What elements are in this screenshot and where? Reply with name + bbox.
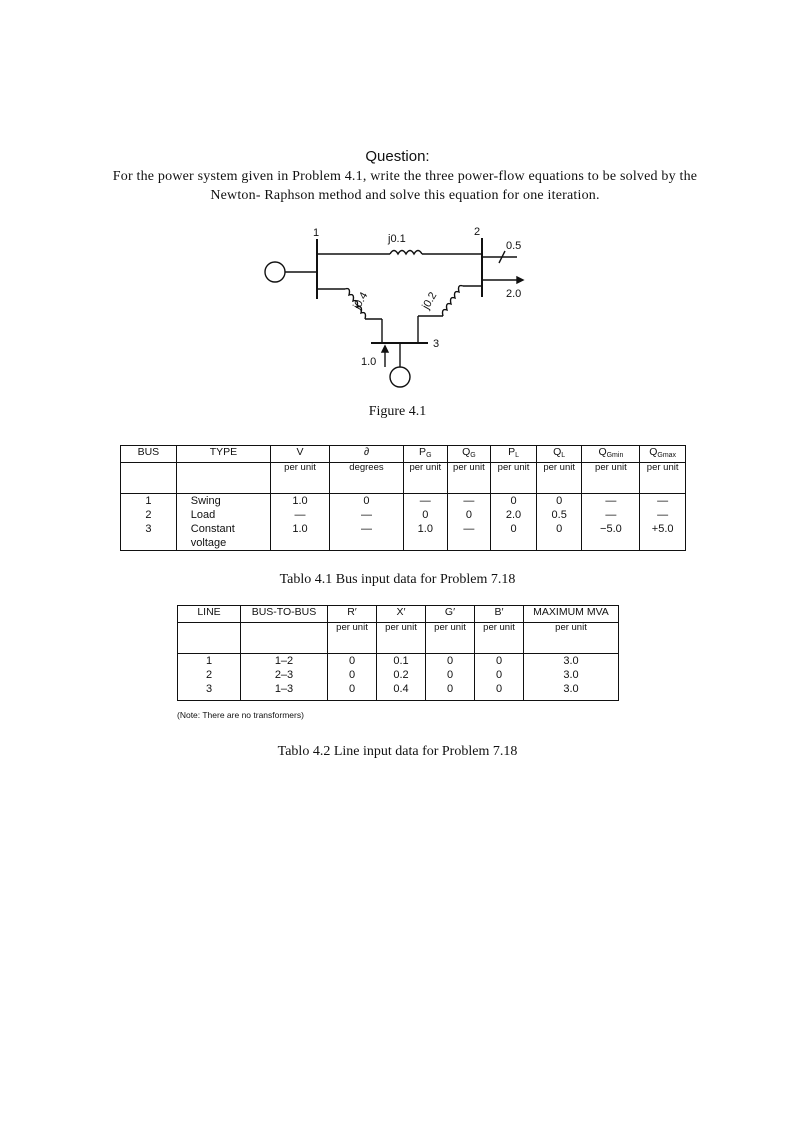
table-cell <box>241 623 328 654</box>
table-cell: — <box>640 508 686 522</box>
table-cell: 0.4 <box>377 682 426 701</box>
line-input-table <box>177 605 619 701</box>
bus-header-pl: $P_L$ <box>491 446 537 463</box>
bus-header-qg: $Q_G$ <box>447 446 491 463</box>
bus-header-type: TYPE <box>176 446 270 463</box>
table-row <box>121 522 686 551</box>
table-cell: — <box>447 522 491 551</box>
table-cell: 1 <box>121 494 177 509</box>
table-cell: per unit <box>524 623 619 654</box>
table-cell: X′ <box>377 606 426 623</box>
table-cell: 0 <box>447 508 491 522</box>
line-1-3-label: j0.4 <box>351 290 371 312</box>
line-1-2-label: j0.1 <box>388 233 406 245</box>
table-cell: 0 <box>536 494 582 509</box>
table-cell: 3.0 <box>524 682 619 701</box>
power-system-diagram <box>255 222 545 402</box>
table-cell: — <box>403 494 447 509</box>
table-cell: +5.0 <box>640 522 686 551</box>
table-cell: 2 <box>178 668 241 682</box>
table-cell: 2 <box>121 508 177 522</box>
table-cell: 1 <box>178 654 241 669</box>
bus-input-table <box>120 445 686 551</box>
table-cell: per unit <box>640 463 686 494</box>
bus-2-label: 2 <box>474 226 481 238</box>
generator-1-icon <box>265 262 285 282</box>
table-cell: 0 <box>426 682 475 701</box>
table-cell: — <box>640 494 686 509</box>
figure-caption: Figure 4.1 <box>368 404 427 419</box>
table-cell: 0 <box>329 494 403 509</box>
table-cell: 0 <box>475 654 524 669</box>
table-cell: per unit <box>271 463 330 494</box>
bus-table-caption: Tablo 4.1 Bus input data for Problem 7.18 <box>279 572 516 587</box>
table-cell: — <box>329 522 403 551</box>
table-cell: per unit <box>377 623 426 654</box>
bus-3-label: 3 <box>433 338 440 350</box>
inductor-2-3-icon <box>443 286 464 316</box>
table-cell: 3 <box>121 522 177 551</box>
table-cell: 1.0 <box>403 522 447 551</box>
table-cell: MAXIMUM MVA <box>524 606 619 623</box>
table-cell: — <box>329 508 403 522</box>
table-cell: 0 <box>426 668 475 682</box>
table-cell: 1–3 <box>241 682 328 701</box>
table-cell: 0 <box>491 522 537 551</box>
table-cell: LINE <box>178 606 241 623</box>
table-row <box>178 654 619 669</box>
table-cell: per unit <box>582 463 640 494</box>
bus-header-delta: ∂ <box>329 446 403 463</box>
table-cell: — <box>447 494 491 509</box>
gen3-output-label: 1.0 <box>361 356 377 368</box>
table-cell: 0 <box>426 654 475 669</box>
table-cell <box>176 463 270 494</box>
bus-1-label: 1 <box>313 227 320 239</box>
table-cell: per unit <box>403 463 447 494</box>
table-cell: 0 <box>403 508 447 522</box>
inductor-1-2-icon <box>390 251 422 255</box>
table-cell: 0 <box>491 494 537 509</box>
table-cell: 0 <box>475 682 524 701</box>
table-cell: 3 <box>178 682 241 701</box>
table-cell: per unit <box>328 623 377 654</box>
table-cell: per unit <box>491 463 537 494</box>
bus-header-qgmin: $Q_{Gmin}$ <box>582 446 640 463</box>
table-cell: Constant voltage <box>176 522 270 551</box>
table-cell: per unit <box>426 623 475 654</box>
table-cell: BUS-TO-BUS <box>241 606 328 623</box>
table-cell: 1.0 <box>271 494 330 509</box>
table-cell: 0 <box>536 522 582 551</box>
table-cell: Swing <box>176 494 270 509</box>
load-2-0-label: 2.0 <box>506 288 522 300</box>
table-cell: — <box>582 494 640 509</box>
table-cell: R′ <box>328 606 377 623</box>
table-cell: 1–2 <box>241 654 328 669</box>
table-cell: 0 <box>328 682 377 701</box>
table-cell: 0.1 <box>377 654 426 669</box>
question-text: For the power system given in Problem 4.1, write the three power-flow equations to be solved by the Newton- Raphson method and solve this equation for one iteration. <box>112 169 698 203</box>
table-cell: G′ <box>426 606 475 623</box>
bus-header-bus: BUS <box>121 446 177 463</box>
question-title: Question: <box>365 148 430 165</box>
table-row <box>121 508 686 522</box>
bus-header-pg: $P_G$ <box>403 446 447 463</box>
table-cell: — <box>271 508 330 522</box>
table-cell: — <box>582 508 640 522</box>
generator-3-icon <box>390 367 410 387</box>
table-cell: 1.0 <box>271 522 330 551</box>
table-cell: −5.0 <box>582 522 640 551</box>
table-cell: B′ <box>475 606 524 623</box>
bus-header-qgmax: $Q_{Gmax}$ <box>640 446 686 463</box>
table-row <box>121 494 686 509</box>
line-table-caption: Tablo 4.2 Line input data for Problem 7.18 <box>277 744 518 759</box>
table-cell: per unit <box>447 463 491 494</box>
table-cell: per unit <box>475 623 524 654</box>
table-cell: 0.5 <box>536 508 582 522</box>
table-cell: 0 <box>475 668 524 682</box>
bus-header-v: V <box>271 446 330 463</box>
table-cell: 3.0 <box>524 654 619 669</box>
table-cell: 0 <box>328 668 377 682</box>
table-cell: 0.2 <box>377 668 426 682</box>
table-cell <box>121 463 177 494</box>
line-table-note: (Note: There are no transformers) <box>177 710 304 720</box>
table-cell: Load <box>176 508 270 522</box>
table-row <box>178 668 619 682</box>
load-0-5-label: 0.5 <box>506 240 522 252</box>
table-cell: per unit <box>536 463 582 494</box>
bus-header-ql: $Q_L$ <box>536 446 582 463</box>
table-cell <box>178 623 241 654</box>
line-2-3-label: j0.2 <box>420 290 440 312</box>
table-cell: 3.0 <box>524 668 619 682</box>
table-cell: 2.0 <box>491 508 537 522</box>
table-cell: 0 <box>328 654 377 669</box>
table-cell: degrees <box>329 463 403 494</box>
table-row <box>178 682 619 701</box>
table-cell: 2–3 <box>241 668 328 682</box>
